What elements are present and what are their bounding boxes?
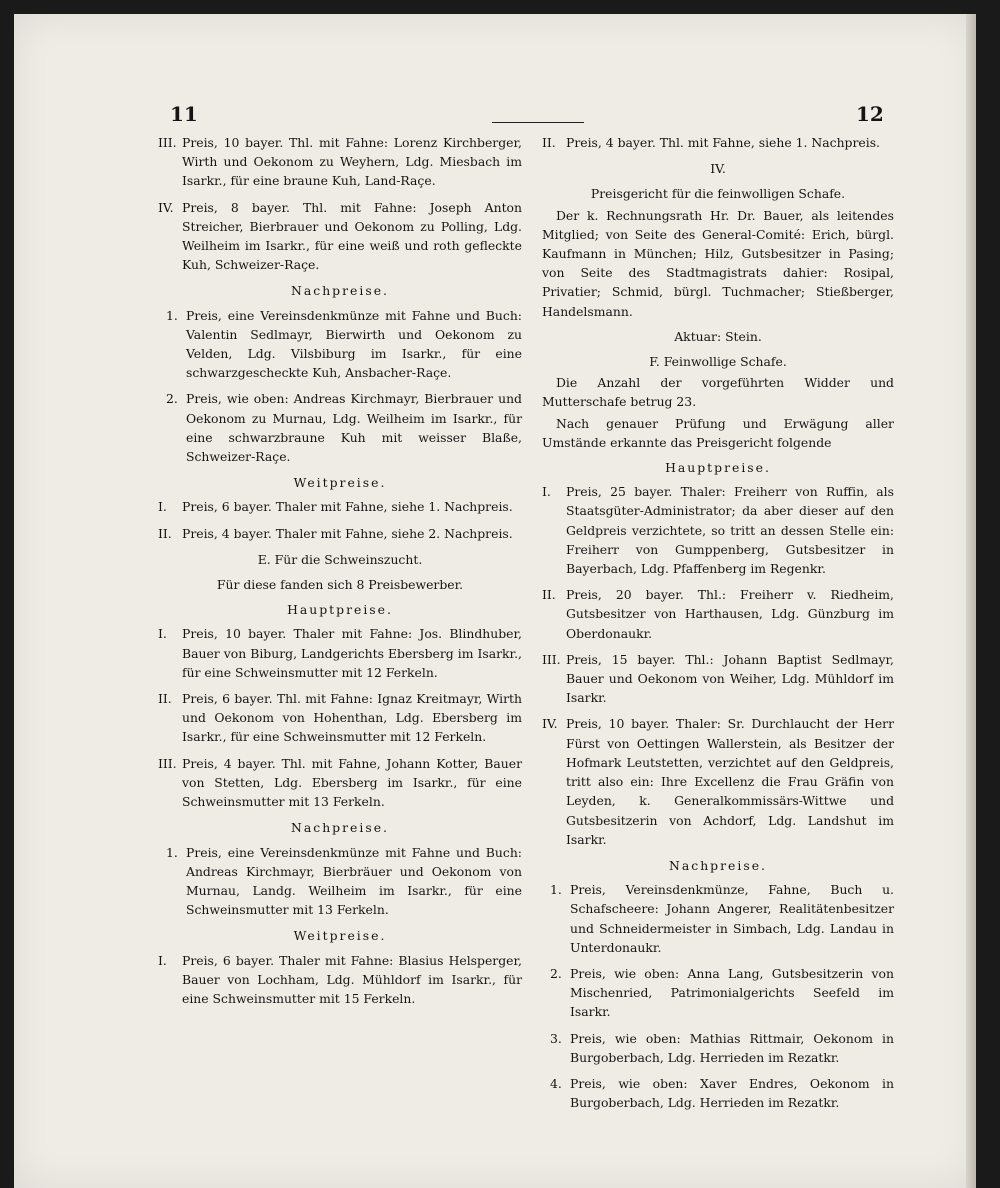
left-column (158, 133, 522, 1015)
centered-line: Für diese fanden sich 8 Preisbewerber. (216, 577, 464, 593)
prize-text: Preis, 6 bayer. Thl. mit Fahne: Ignaz Kreitmayr, Wirth und Oekonom von Hohenthan, Ldg. Ebersberg im Isarkr., für eine Schweinsmutter mit 12 Ferkeln. (182, 691, 522, 745)
centered-line: F. Feinwollige Schafe. (649, 354, 787, 370)
prize-rank: 1. (550, 882, 562, 898)
prize-text: Preis, wie oben: Xaver Endres, Oekonom in Burgoberbach, Ldg. Herrieden im Rezatkr. (570, 1075, 894, 1111)
paragraph: Der k. Rechnungsrath Hr. Dr. Bauer, als leitendes Mitglied; von Seite des General-Comité: Erich, bürgl. Kaufmann in München; Hilz, Gutsbesitzer in Pasing; von Seite des Stadtmagistrats dahier: Rosipal, Privatier; Schmid, bürgl. Tuchmacher; Stießberger, Handelsmann. (542, 207, 894, 319)
prize-text: Preis, 6 bayer. Thaler mit Fahne, siehe 1. Nachpreis. (182, 499, 513, 515)
prize-entry (158, 951, 522, 1009)
prize-rank: 3. (550, 1030, 562, 1046)
prize-text: Preis, 10 bayer. Thaler mit Fahne: Jos. Blindhuber, Bauer von Biburg, Landgerichts Ebersberg im Isarkr., für eine Schweinsmutter mit 12 Ferkeln. (182, 626, 522, 680)
prize-text: Preis, 25 bayer. Thaler: Freiherr von Ruffin, als Staatsgüter-Administrator; da aber dieser auf den Geldpreis verzichtete, so tritt an dessen Stelle ein: Freiherr von Gumppenberg, Gutsbesitzer in Bayerbach, Ldg. Pfaffenberg im Regenkr. (566, 484, 894, 577)
prize-entry (158, 497, 522, 516)
prize-rank: 2. (166, 391, 178, 407)
prize-entry (158, 843, 522, 920)
prize-text: Preis, 15 bayer. Thl.: Johann Baptist Sedlmayr, Bauer und Oekonom von Weiher, Ldg. Mühldorf im Isarkr. (566, 651, 894, 706)
prize-text: Preis, eine Vereinsdenkmünze mit Fahne und Buch: Andreas Kirchmayr, Bierbräuer und Oekonom von Murnau, Landg. Weilheim im Isarkr., für eine Schweinsmutter mit 13 Ferkeln. (186, 844, 522, 918)
prize-entry (542, 1074, 894, 1112)
prize-rank: I. (158, 499, 167, 515)
section-heading: Nachpreise. (291, 283, 389, 299)
prize-text: Preis, 20 bayer. Thl.: Freiherr v. Riedheim, Gutsbesitzer von Harthausen, Ldg. Günzburg im Oberdonaukr. (566, 587, 894, 641)
section-heading: Hauptpreise. (665, 460, 771, 476)
prize-entry (542, 482, 894, 578)
prize-text: Preis, 4 bayer. Thl. mit Fahne, siehe 1. Nachpreis. (566, 135, 880, 150)
prize-text: Preis, 4 bayer. Thaler mit Fahne, siehe 2. Nachpreis. (182, 525, 513, 541)
prize-rank: I. (542, 484, 551, 500)
prize-entry (542, 133, 894, 152)
prize-entry (542, 650, 894, 708)
prize-rank: 2. (550, 965, 562, 981)
prize-text: Preis, 4 bayer. Thl. mit Fahne, Johann Kotter, Bauer von Stetten, Ldg. Ebersberg im Isarkr., für eine Schweinsmutter mit 13 Ferkeln. (182, 755, 522, 810)
prize-entry (158, 624, 522, 682)
prize-entry (158, 389, 522, 466)
prize-text: Preis, 8 bayer. Thl. mit Fahne: Joseph Anton Streicher, Bierbrauer und Oekonom zu Polling, Ldg. Weilheim im Isarkr., für eine weiß und roth gefleckte Kuh, Schweizer-Raçe. (182, 199, 522, 273)
prize-entry (158, 133, 522, 191)
page-number-left: 11 (170, 102, 198, 126)
prize-entry (542, 714, 894, 848)
centered-line: Aktuar: Stein. (674, 328, 762, 344)
prize-rank: 1. (166, 307, 178, 323)
prize-entry (542, 1029, 894, 1067)
section-heading: Weitpreise. (293, 475, 387, 491)
prize-rank: I. (158, 952, 167, 968)
section-heading: Weitpreise. (293, 928, 387, 944)
section-heading: Hauptpreise. (287, 602, 393, 618)
prize-entry (158, 524, 522, 543)
prize-rank: II. (542, 587, 556, 603)
prize-entry (158, 689, 522, 747)
prize-text: Preis, wie oben: Mathias Rittmair, Oekonom in Burgoberbach, Ldg. Herrieden im Rezatkr. (570, 1030, 894, 1065)
prize-rank: II. (542, 135, 556, 150)
prize-text: Preis, wie oben: Andreas Kirchmayr, Bierbrauer und Oekonom zu Murnau, Ldg. Weilheim im Isarkr., für eine schwarzbraune Kuh mit weisser Blaße, Schweizer-Raçe. (186, 391, 522, 465)
prize-text: Preis, 6 bayer. Thaler mit Fahne: Blasius Helsperger, Bauer von Lochham, Ldg. Mühldorf im Isarkr., für eine Schweinsmutter mit 15 Ferkeln. (182, 952, 522, 1006)
prize-entry (158, 306, 522, 383)
prize-text: Preis, wie oben: Anna Lang, Gutsbesitzerin von Mischenried, Patrimonialgerichts Seefeld im Isarkr. (570, 965, 894, 1020)
prize-rank: III. (158, 135, 177, 150)
header-rule (492, 122, 584, 123)
prize-entry (542, 964, 894, 1022)
prize-rank: IV. (542, 716, 558, 732)
prize-text: Preis, 10 bayer. Thl. mit Fahne: Lorenz Kirchberger, Wirth und Oekonom zu Weyhern, Ldg. Miesbach im Isarkr., für eine braune Kuh, Land-Raçe. (182, 135, 522, 189)
prize-entry (158, 754, 522, 812)
paragraph: Die Anzahl der vorgeführten Widder und Mutterschafe betrug 23. (542, 375, 894, 410)
centered-line: E. Für die Schweinszucht. (257, 551, 423, 567)
prize-entry (158, 198, 522, 275)
page-edge (966, 14, 976, 1188)
prize-rank: 1. (166, 844, 178, 860)
prize-entry (542, 585, 894, 643)
centered-line: Preisgericht für die feinwolligen Schafe. (590, 186, 846, 202)
paragraph: Nach genauer Prüfung und Erwägung aller Umstände erkannte das Preisgericht folgende (542, 415, 894, 450)
prize-rank: 4. (550, 1075, 562, 1091)
prize-rank: II. (158, 691, 172, 707)
prize-rank: II. (158, 525, 172, 541)
centered-line: IV. (710, 161, 726, 177)
prize-text: Preis, Vereinsdenkmünze, Fahne, Buch u. Schafscheere: Johann Angerer, Realitätenbesitzer und Schneidermeister in Simbach, Ldg. Landau in Unterdonaukr. (570, 882, 894, 955)
prize-text: Preis, eine Vereinsdenkmünze mit Fahne und Buch: Valentin Sedlmayr, Bierwirth und Oekonom zu Velden, Ldg. Vilsbiburg im Isarkr., für eine schwarzgescheckte Kuh, Ansbacher-Raçe. (186, 307, 522, 381)
prize-text: Preis, 10 bayer. Thaler: Sr. Durchlaucht der Herr Fürst von Oettingen Wallerstein, als Besitzer der Hofmark Leutstetten, verzichtet auf den Geldpreis, tritt also ein: Ihre Excellenz die Frau Gräfin von Leyden, k. Generalkommissärs-Wittwe und Gutsbesitzerin von Achdorf, Ldg. Landshut im Isarkr. (566, 716, 894, 847)
prize-rank: III. (158, 755, 177, 771)
right-column (542, 133, 894, 1119)
prize-entry (542, 880, 894, 957)
prize-rank: IV. (158, 199, 174, 215)
prize-rank: III. (542, 651, 561, 667)
section-heading: Nachpreise. (291, 820, 389, 836)
prize-rank: I. (158, 626, 167, 642)
page-number-right: 12 (856, 102, 884, 126)
section-heading: Nachpreise. (669, 857, 767, 873)
